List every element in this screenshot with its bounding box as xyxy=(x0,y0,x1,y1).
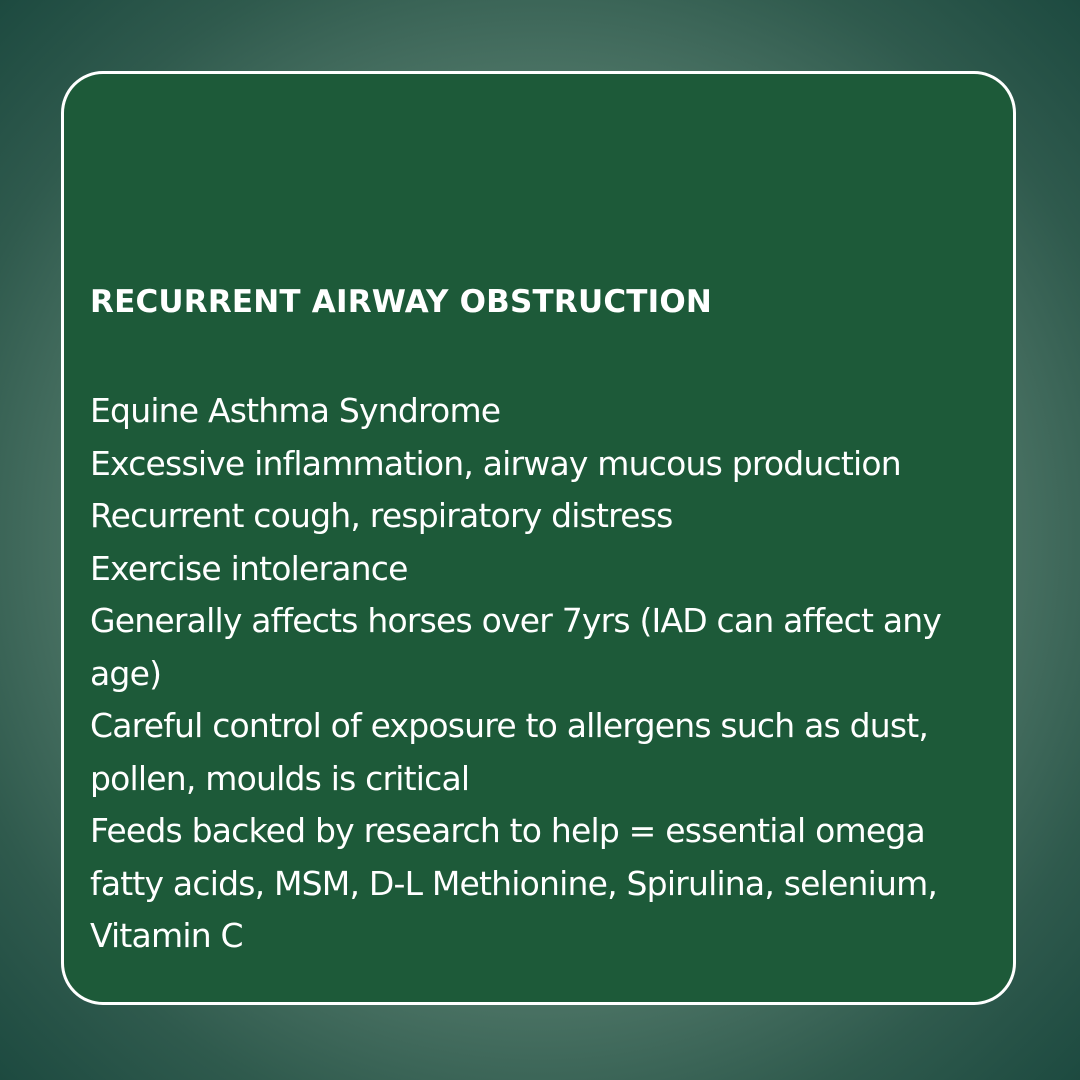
card-title: RECURRENT AIRWAY OBSTRUCTION xyxy=(90,284,713,320)
list-item: Feeds backed by research to help = essential omega fatty acids, MSM, D-L Methionine, Spirulina, selenium, Vitamin C xyxy=(90,811,938,955)
list-item: Exercise intolerance xyxy=(90,548,408,588)
symptom-list xyxy=(90,385,1005,963)
info-card xyxy=(61,71,1016,1005)
list-item: Generally affects horses over 7yrs (IAD can affect any age) xyxy=(90,601,942,693)
list-item: Recurrent cough, respiratory distress xyxy=(90,496,673,535)
list-item: Careful control of exposure to allergens such as dust, pollen, moulds is critical xyxy=(90,706,929,798)
list-item: Excessive inflammation, airway mucous production xyxy=(90,443,901,483)
list-item: Equine Asthma Syndrome xyxy=(90,391,501,430)
